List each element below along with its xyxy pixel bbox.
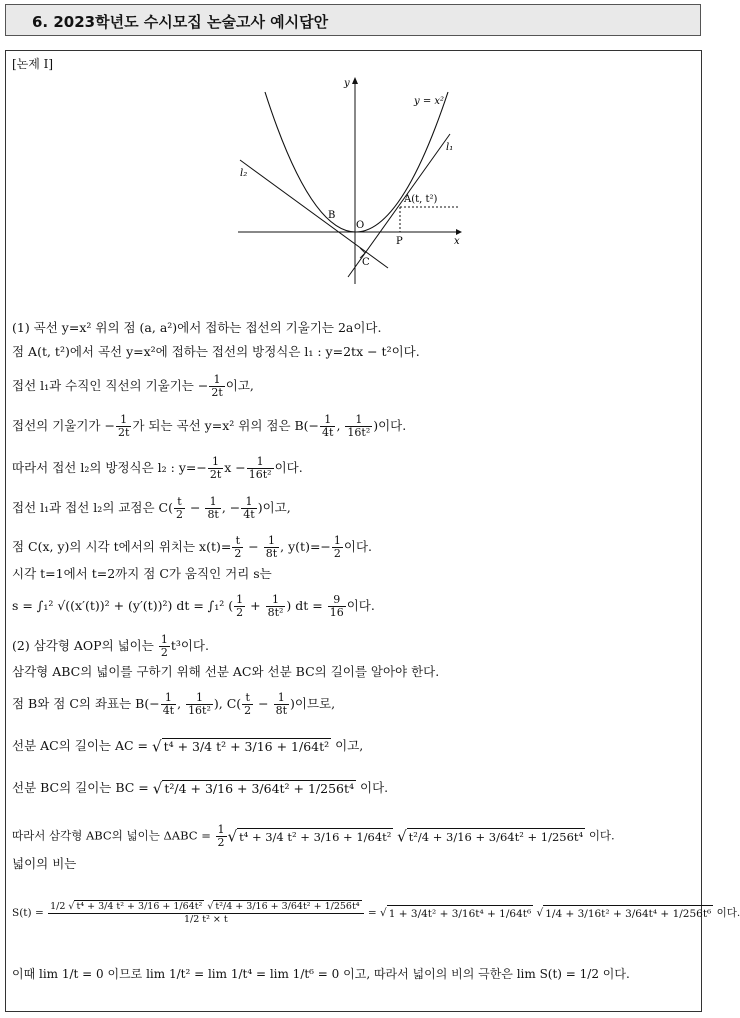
frac-1-2t	[209, 374, 224, 399]
frac-t-2	[242, 692, 253, 717]
p2a-pre: (2) 삼각형 AOP의 넓이는	[12, 638, 154, 653]
line-p2h: S(t) = 1/2 √ t⁴ + 3/4 t² + 3/16 + 1/64t² √ t²/4 + 3/16 + 3/64t² + 1/256t⁴ 1/2 t² × t = √ 1 + 3/4t² + 3/16t⁴ + 1/64t⁶ √ 1/4 + 3/16t² + 3/64t⁴ + 1/256t⁶ 이다.	[12, 901, 740, 925]
label-x: x	[454, 236, 460, 247]
p1e-pre: 따라서 접선 l₂의 방정식은 l₂ : y=−	[12, 460, 207, 475]
p2d-pre: 선분 AC의 길이는 AC =	[12, 738, 149, 753]
p1g-post: 이다.	[343, 539, 373, 554]
label-l1: l₁	[446, 142, 454, 153]
frac-1-4	[241, 496, 256, 521]
label-C: C	[362, 257, 370, 268]
label-O: O	[356, 220, 365, 231]
p2h-pre: S(t) =	[12, 907, 44, 919]
p1i-post: 이다.	[346, 598, 375, 613]
frac-num: 1	[241, 496, 256, 509]
p1e-mid: x −	[224, 460, 246, 475]
p1d-post: )이다.	[373, 418, 407, 433]
ratio-numerator: 1/2 √ t⁴ + 3/4 t² + 3/16 + 1/64t² √ t²/4 + 3/16 + 3/64t² + 1/256t⁴	[48, 900, 363, 914]
frac-den: 2	[217, 836, 225, 849]
label-l2: l₂	[240, 168, 248, 179]
line-p1e	[12, 456, 303, 481]
frac-num: 1	[320, 414, 335, 427]
tangent-l2	[240, 160, 388, 268]
line-p2b: 삼각형 ABC의 넓이를 구하기 위해 선분 AC와 선분 BC의 길이를 알아야 한다.	[12, 664, 440, 679]
frac-den: 2t	[117, 426, 130, 439]
frac-den: 2	[236, 606, 244, 619]
BC-radicand: t²/4 + 3/16 + 3/64t² + 1/256t⁴	[215, 901, 360, 912]
AC-radicand: t⁴ + 3/4 t² + 3/16 + 1/64t²	[163, 739, 330, 754]
frac-den: 2t	[211, 386, 223, 399]
label-curve: y = x²	[414, 96, 445, 107]
frac-1-4t	[161, 692, 176, 717]
p1c-pre: 접선 l₁과 수직인 직선의 기울기는 −	[12, 378, 209, 393]
line-p2f	[12, 824, 615, 849]
line-p1h: 시각 t=1에서 t=2까지 점 C가 움직인 거리 s는	[12, 566, 272, 581]
p2h-post: 이다.	[716, 907, 740, 919]
frac-den: 8t	[207, 508, 219, 521]
frac-num: 1	[266, 594, 286, 607]
ratio-denominator: 1/2 t² × t	[183, 914, 228, 925]
frac-den: 8t²	[267, 606, 284, 619]
line-p2d	[12, 738, 363, 755]
frac-den: 2t	[209, 468, 222, 481]
p2d-post: 이고,	[335, 738, 364, 753]
frac-num: 1	[264, 535, 279, 548]
frac-9-16	[328, 594, 346, 619]
frac-1-2t	[208, 456, 223, 481]
frac-num: 1	[274, 692, 289, 705]
label-B: B	[328, 210, 336, 221]
frac-num: 1	[209, 374, 224, 387]
half: 1	[50, 901, 57, 912]
frac-1-16t2	[247, 456, 274, 481]
sqrt-sign: √	[152, 779, 163, 798]
line-p1a: (1) 곡선 y=x² 위의 점 (a, a²)에서 접하는 접선의 기울기는 2a이다.	[12, 320, 382, 335]
line-p1g: 점 C(x, y)의 시각 t에서의 위치는 x(t)= $\frac{t}{2}$ − $\frac{1}{8t}$ , y(t)=− $\frac{1}{2}$ 이다.	[12, 534, 373, 560]
AC-radicand: t⁴ + 3/4 t² + 3/16 + 1/64t²	[76, 901, 203, 912]
den-term: t² × t	[202, 914, 228, 925]
frac-den: 8t	[275, 704, 287, 717]
frac-den: 8t	[265, 547, 278, 560]
line-p2i: 이때 lim 1/t = 0 이므로 lim 1/t² = lim 1/t⁴ = lim 1/t⁶ = 0 이고, 따라서 넓이의 비의 극한은 lim S(t) = 1/2 이다.	[12, 967, 630, 981]
p1g-mid: , y(t)=−	[280, 539, 331, 554]
x-axis-arrow	[456, 229, 462, 235]
line-p2g: 넓이의 비는	[12, 856, 77, 871]
label-A: A(t, t²)	[404, 194, 438, 205]
frac-num: t	[242, 692, 253, 705]
frac-1-8t	[205, 496, 220, 521]
line-p2c: 점 B와 점 C의 좌표는 B(− $\frac{1}{4t}$ , $\frac{1}{\text{16t²}}$ ), C( $\frac{t}{2}$ − $\frac{1}{8t}$ )이므로,	[12, 691, 336, 717]
line-p1d: 접선의 기울기가 − $\frac{1}{2t}$ 가 되는 곡선 y=x² 위의 점은 B(− $\frac{1}{4t}$ , $\frac{1}{\text{16t²}}$ )이다.	[12, 413, 407, 439]
frac-den: 16	[329, 606, 344, 619]
line-p2a	[12, 634, 209, 659]
half-den: 2	[59, 901, 66, 912]
p2c-pre: 점 B와 점 C의 좌표는 B(−	[12, 696, 160, 711]
p1i-pre: s = ∫₁² √((x′(t))² + (y′(t))²) dt = ∫₁² (	[12, 598, 234, 613]
frac-1-2t	[116, 414, 131, 439]
p1e-post: 이다.	[274, 460, 303, 475]
frac-num: 1	[236, 593, 244, 606]
ratio-root-1: 1 + 3/4t² + 3/16t⁴ + 1/64t⁶	[387, 905, 533, 922]
frac-den: 2	[176, 508, 184, 521]
frac-num: 1	[116, 414, 131, 427]
p2e-pre: 선분 BC의 길이는 BC =	[12, 780, 149, 795]
frac-num: 1	[333, 534, 341, 547]
frac-num: 1	[186, 692, 213, 705]
den-half: 1	[183, 914, 190, 925]
section-header	[5, 4, 701, 36]
p1g-pre: 점 C(x, y)의 시각 t에서의 위치는 x(t)=	[12, 539, 232, 554]
frac-num: 1	[208, 456, 223, 469]
frac-den: 16t²	[188, 704, 211, 717]
sqrt-sign: √	[397, 827, 407, 846]
frac-1-4	[332, 535, 343, 560]
parabola-figure	[230, 72, 475, 287]
line-p1b: 점 A(t, t²)에서 곡선 y=x²에 접하는 접선의 방정식은 l₁ : y=2tx − t²이다.	[12, 344, 420, 359]
frac-den: 16t²	[347, 426, 371, 439]
den-half-2: 2	[193, 914, 200, 925]
line-p1f: 접선 l₁과 접선 l₂의 교점은 C( $\frac{t}{2}$ − $\frac{1}{8t}$ , − $\frac{1}{4t}$ )이고,	[12, 495, 291, 521]
frac-num: 1	[161, 692, 176, 705]
frac-1-16t2	[345, 414, 372, 439]
frac-num: 1	[217, 823, 225, 836]
AC-radicand: t⁴ + 3/4 t² + 3/16 + 1/64t²	[239, 830, 392, 844]
problem-tag: [논제 I]	[12, 57, 54, 71]
p1i-mid: ) dt =	[286, 598, 323, 613]
frac-1-2	[234, 594, 245, 619]
frac-den: 16t²	[248, 468, 272, 481]
p1f-pre: 접선 l₁과 접선 l₂의 교점은 C(	[12, 500, 174, 515]
frac-1-4t	[320, 414, 335, 439]
y-axis-arrow	[352, 77, 358, 84]
line-p1i: s = ∫₁² √((x′(t))² + (y′(t))²) dt = ∫₁² ( $\frac{1}{2}$ + $\frac{1}{\text{8t²}}$ ) dt = $\frac{9}{16}$ 이다.	[12, 593, 375, 619]
frac-num: 1	[247, 456, 274, 469]
sqrt-sign: √	[152, 737, 162, 756]
p1c-post: 이고,	[225, 378, 254, 393]
frac-1-2	[159, 634, 170, 659]
frac-1-2	[216, 824, 227, 849]
frac-num: 1	[205, 496, 220, 509]
ratio-root-2: 1/4 + 3/16t² + 3/64t⁴ + 1/256t⁶	[543, 905, 713, 922]
frac-num: 9	[328, 594, 346, 607]
line-p2e	[12, 780, 388, 797]
sqrt-sign: √	[227, 827, 238, 846]
line-p1c	[12, 374, 254, 399]
p2c-post: )이므로,	[290, 696, 336, 711]
label-y: y	[344, 78, 350, 89]
p1f-post: )이고,	[257, 500, 291, 515]
p2f-post: 이다.	[588, 828, 615, 843]
frac-den: 2	[244, 704, 252, 717]
p1d-mid: 가 되는 곡선 y=x² 위의 점은 B(−	[132, 418, 320, 433]
frac-num: t	[174, 496, 185, 509]
frac-den: 4t	[243, 508, 255, 521]
tangent-l1	[348, 134, 450, 277]
BC-radicand: t²/4 + 3/16 + 3/64t² + 1/256t⁴	[408, 830, 584, 844]
label-P: P	[396, 236, 403, 247]
p2e-post: 이다.	[360, 780, 389, 795]
p2f-pre: 따라서 삼각형 ABC의 넓이는 ΔABC =	[12, 828, 211, 843]
frac-den: 4t	[322, 426, 334, 439]
frac-1-8t2	[266, 594, 286, 619]
frac-1-16t2	[186, 692, 213, 717]
p1d-pre: 접선의 기울기가 −	[12, 418, 115, 433]
BC-radicand: t²/4 + 3/16 + 3/64t² + 1/256t⁴	[164, 781, 355, 796]
ratio-fraction	[48, 900, 363, 926]
frac-den: 2	[234, 547, 242, 560]
frac-t-2	[232, 535, 243, 560]
p2c-mid: ), C(	[213, 696, 242, 711]
frac-den: 4t	[162, 704, 175, 717]
section-title: 6. 2023학년도 수시모집 논술고사 예시답안	[32, 13, 329, 31]
frac-num: 1	[160, 633, 168, 646]
frac-num: 1	[345, 414, 372, 427]
parabola-curve	[265, 92, 448, 232]
p2a-post: t³이다.	[170, 638, 209, 653]
frac-t-2	[174, 496, 185, 521]
frac-1-8t	[264, 535, 279, 560]
frac-den: 2	[160, 646, 168, 659]
frac-den: 2	[333, 547, 341, 560]
frac-num: t	[232, 535, 243, 548]
frac-1-8t	[274, 692, 289, 717]
